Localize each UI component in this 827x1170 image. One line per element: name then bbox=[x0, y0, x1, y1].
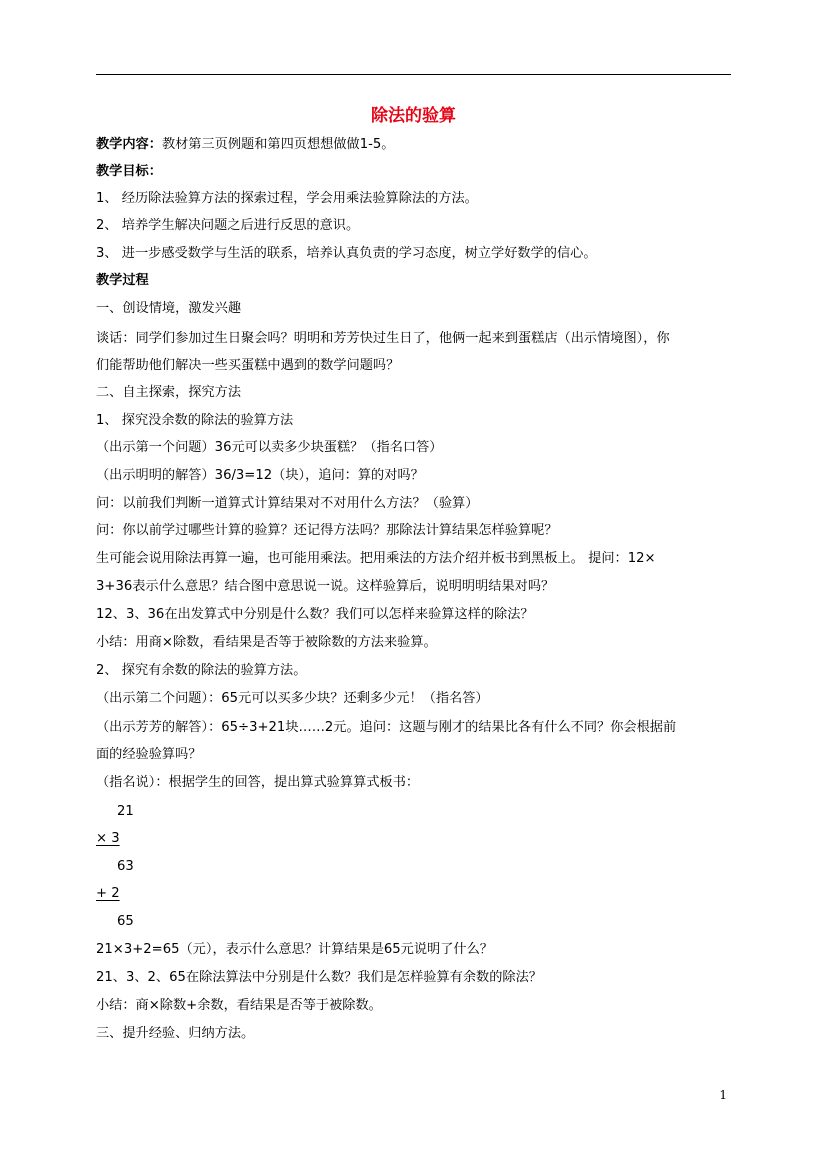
calc-operator-line bbox=[96, 884, 736, 904]
body-line: 3+36表示什么意思？结合图中意思说一说。这样验算后，说明明明结果对吗？ bbox=[96, 579, 555, 594]
calc-add: + 2 bbox=[96, 886, 120, 901]
calc-operator-line bbox=[96, 829, 736, 849]
calc-multiply: × 3 bbox=[96, 831, 120, 846]
body-line: 12、3、36在出发算式中分别是什么数？我们可以怎样来验算这样的除法？ bbox=[96, 607, 534, 622]
body-line: 问：以前我们判断一道算式计算结果对不对用什么方法？（验算） bbox=[96, 496, 479, 511]
content-line bbox=[96, 135, 736, 155]
body-line: （出示明明的解答）36/3=12（块），追问：算的对吗？ bbox=[96, 468, 424, 483]
goal-item: 3、 进一步感受数学与生活的联系，培养认真负责的学习态度，树立学好数学的信心。 bbox=[96, 246, 597, 261]
body-line: 1、 探究没余数的除法的验算方法 bbox=[96, 413, 294, 428]
header-rule bbox=[96, 74, 731, 75]
content-text: 教材第三页例题和第四页想想做做1-5。 bbox=[161, 137, 395, 152]
calc-operand: 21 bbox=[117, 804, 134, 819]
body-line: 小结：用商×除数，看结果是否等于被除数的方法来验算。 bbox=[96, 635, 437, 650]
content-label: 教学内容： bbox=[96, 137, 162, 152]
goal-item: 2、 培养学生解决问题之后进行反思的意识。 bbox=[96, 218, 360, 233]
page-title: 除法的验算 bbox=[371, 106, 456, 126]
calc-product: 63 bbox=[117, 859, 134, 874]
body-line: （指名说）：根据学生的回答，提出算式验算算式板书： bbox=[96, 775, 420, 790]
body-line: 三、提升经验、归纳方法。 bbox=[96, 1026, 255, 1041]
body-line: 2、 探究有余数的除法的验算方法。 bbox=[96, 663, 307, 678]
goal-item: 1、 经历除法验算方法的探索过程，学会用乘法验算除法的方法。 bbox=[96, 191, 478, 206]
body-line: （出示第二个问题）：65元可以买多少块？还剩多少元！（指名答） bbox=[96, 691, 489, 706]
goals-label: 教学目标： bbox=[96, 164, 162, 179]
body-line: 一、创设情境，激发兴趣 bbox=[96, 301, 242, 316]
body-line: 二、自主探索，探究方法 bbox=[96, 385, 242, 400]
body-line: （出示芳芳的解答）：65÷3+21块……2元。追问：这题与刚才的结果比各有什么不同？你会根据前 bbox=[96, 720, 677, 735]
calc-result: 65 bbox=[117, 914, 134, 929]
body-line: 小结：商×除数+余数，看结果是否等于被除数。 bbox=[96, 998, 382, 1013]
body-line: 21、3、2、65在除法算法中分别是什么数？我们是怎样验算有余数的除法？ bbox=[96, 970, 542, 985]
body-line: 问：你以前学过哪些计算的验算？还记得方法吗？那除法计算结果怎样验算呢？ bbox=[96, 523, 558, 538]
body-line: 生可能会说用除法再算一遍，也可能用乘法。把用乘法的方法介绍并板书到黑板上。 提问：12× bbox=[96, 551, 656, 566]
body-line: （出示第一个问题）36元可以卖多少块蛋糕？（指名口答） bbox=[96, 440, 443, 455]
body-line: 们能帮助他们解决一些买蛋糕中遇到的数学问题吗？ bbox=[96, 358, 400, 373]
body-line: 面的经验验算吗？ bbox=[96, 747, 202, 762]
body-line: 21×3+2=65（元），表示什么意思？计算结果是65元说明了什么？ bbox=[96, 942, 493, 957]
page-number: 1 bbox=[719, 1088, 727, 1102]
process-label: 教学过程 bbox=[96, 273, 149, 288]
body-line: 谈话：同学们参加过生日聚会吗？明明和芳芳快过生日了，他俩一起来到蛋糕店（出示情境图），你 bbox=[96, 331, 670, 346]
